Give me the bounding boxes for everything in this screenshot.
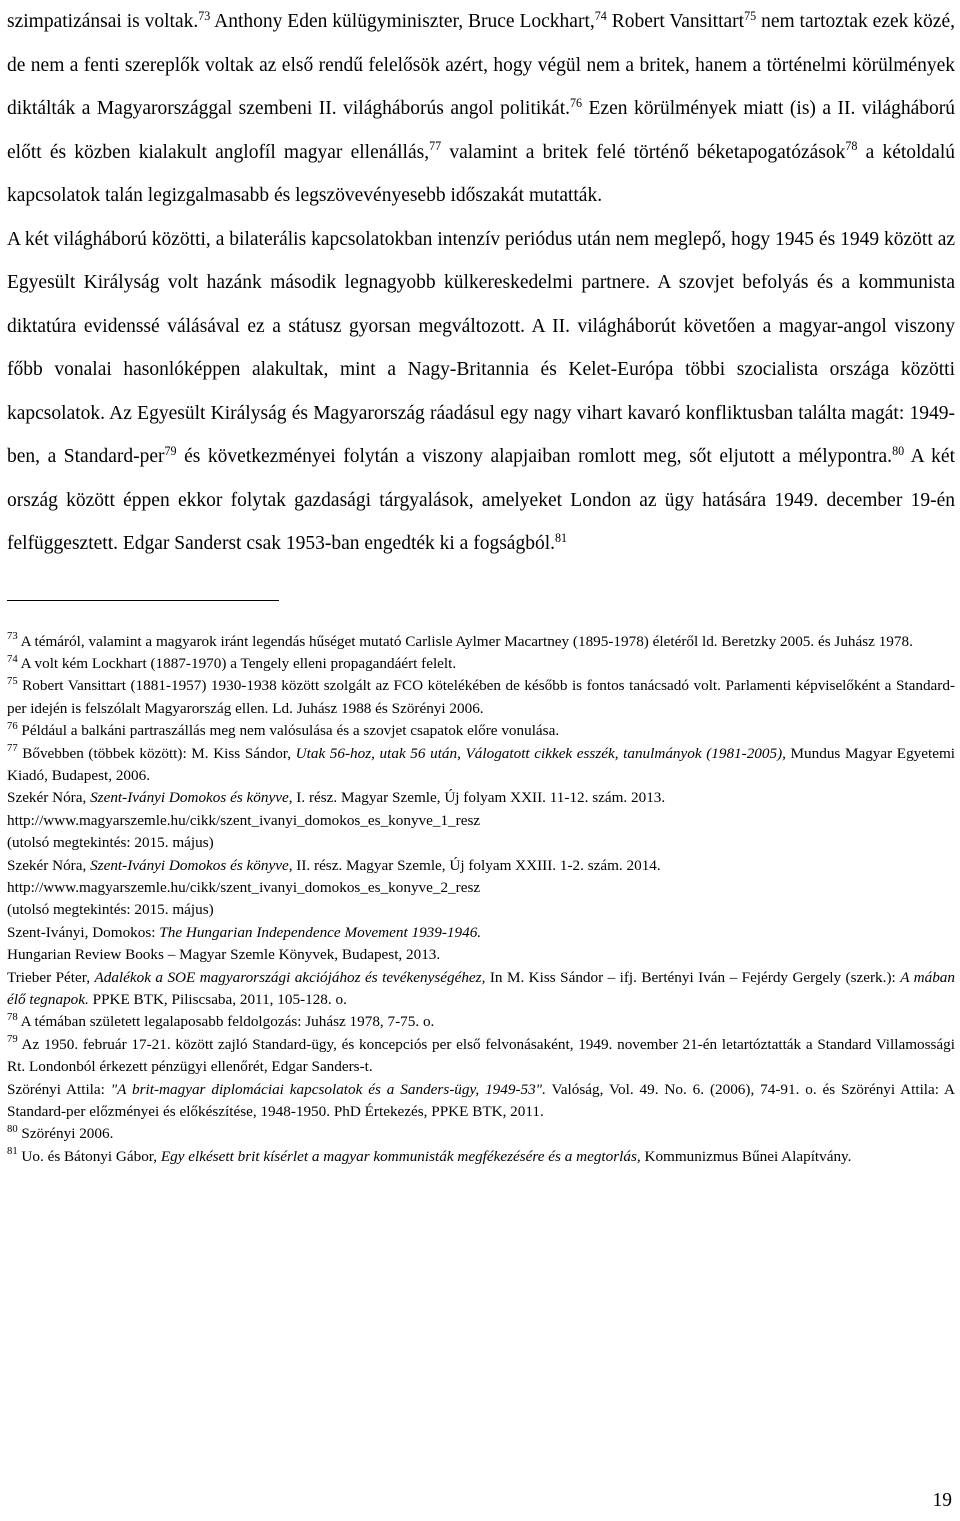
text-run: A két világháború közötti, a bilaterális kapcsolatokban intenzív periódus után nem meglepő, hogy 1945 és 1949 között az Egyesült Királyság volt hazánk második legnagyobb külkereskedelmi partnere. A szovjet befolyás és a kommunista diktatúra evidenssé válásával ez a státusz gyorsan megváltozott. A II. világháborút követően a magyar-angol viszony főbb vonalai hasonlóképpen alakultak, mint a Nagy-Britannia és Kelet-Európa többi szocialista országa közötti kapcsolatok. Az Egyesült Királyság és Magyarország ráadásul egy nagy vihart kavaró konfliktusban találta magát: 1949-ben, a Standard-per (7, 228, 955, 467)
footnote-number: 74 (7, 653, 18, 665)
footnote-text: Kommunizmus Bűnei Alapítvány. (640, 1147, 852, 1165)
footnote-ref-74[interactable]: 74 (594, 8, 607, 23)
article-title: Szent-Iványi Domokos és könyve (90, 789, 289, 807)
footnote-text: Uo. és Bátonyi Gábor, (17, 1147, 161, 1165)
reference-access-1: (utolsó megtekintés: 2015. május) (7, 834, 214, 852)
article-title: Adalékok a SOE magyarországi akciójához és tevékenységéhez (94, 968, 482, 986)
reference-text: Trieber Péter, (7, 968, 95, 986)
footnote-number: 73 (7, 631, 18, 643)
article-title: "A brit-magyar diplomáciai kapcsolatok és a Sanders-ügy, 1949-53". (110, 1080, 546, 1098)
reference-url-2[interactable]: http://www.magyarszemle.hu/cikk/szent_ivanyi_domokos_es_konyve_2_resz (7, 878, 481, 896)
book-title: A mában élő tegnapok. (7, 968, 955, 1008)
reference-szorenyi (7, 1079, 955, 1124)
footnote-81 (7, 1146, 955, 1168)
reference-text: Szekér Nóra, (7, 789, 91, 807)
footnote-ref-77[interactable]: 77 (429, 139, 442, 154)
footnote-73 (7, 631, 955, 653)
reference-szeker-2 (7, 855, 955, 877)
body-text (7, 0, 955, 566)
text-run: Anthony Eden külügyminiszter, Bruce Lockhart, (210, 11, 595, 32)
reference-text: Szörényi Attila: (7, 1080, 111, 1098)
footnote-text: Az 1950. február 17-21. között zajló Standard-ügy, és koncepciós per első felvonásaként, 1949. november 21-én letartóztatták a Standard Villamossági Rt. Londonból érkezett pénzügyi ellenőrét, Edgar Sanders-t. (7, 1035, 955, 1076)
page-number: 19 (932, 1490, 952, 1511)
text-run: Robert Vansittart (606, 11, 745, 32)
reference-text: , In M. Kiss Sándor – ifj. Bertényi Iván – Fejérdy Gergely (szerk.): (481, 968, 901, 986)
footnote-75 (7, 675, 955, 720)
footnote-number: 79 (7, 1034, 18, 1046)
reference-text: , II. rész. Magyar Szemle, Új folyam XXIII. 1-2. szám. 2014. (288, 856, 661, 874)
footnote-74 (7, 653, 955, 675)
reference-szeker-1 (7, 787, 955, 809)
book-title: The Hungarian Independence Movement 1939-1946. (159, 923, 482, 941)
footnote-79 (7, 1034, 955, 1079)
footnote-text: A volt kém Lockhart (1887-1970) a Tengely elleni propagandáért felelt. (17, 654, 457, 672)
footnote-ref-76[interactable]: 76 (570, 95, 583, 110)
footnote-number: 76 (7, 720, 18, 732)
reference-szent-ivanyi (7, 922, 955, 944)
footnote-ref-75[interactable]: 75 (744, 8, 757, 23)
article-title: Szent-Iványi Domokos és könyve (90, 856, 289, 874)
reference-text: , I. rész. Magyar Szemle, Új folyam XXII. 11-12. szám. 2013. (288, 789, 666, 807)
footnote-number: 81 (7, 1146, 18, 1158)
reference-hungarian-review-books: Hungarian Review Books – Magyar Szemle Könyvek, Budapest, 2013. (7, 946, 441, 964)
reference-url-1[interactable]: http://www.magyarszemle.hu/cikk/szent_ivanyi_domokos_es_konyve_1_resz (7, 811, 481, 829)
paragraph-1 (7, 0, 955, 218)
book-title: Utak 56-hoz, utak 56 után, Válogatott cikkek esszék, tanulmányok (1981-2005), (295, 744, 786, 762)
footnotes (7, 631, 955, 1169)
footnote-text: Szörényi 2006. (17, 1125, 114, 1143)
footnote-separator (7, 600, 279, 601)
text-run: Ezen körülmények miatt (is) a II. világháború előtt és közben kialakult anglofíl magyar ellenállás, (7, 98, 955, 163)
footnote-80 (7, 1123, 955, 1145)
text-run: valamint a britek felé történő béketapogatózások (441, 141, 846, 163)
reference-text: PPKE BTK, Piliscsaba, 2011, 105-128. o. (88, 991, 347, 1008)
text-run: nem tartoztak ezek közé, de nem a fenti szereplők voltak az első rendű felelősök azért, hogy végül nem a britek, hanem a történelmi körülmények diktálták a Magyarországgal szembeni II. világháborús angol politikát. (7, 11, 955, 119)
footnote-text: A témában született legalaposabb feldolgozás: Juhász 1978, 7-75. o. (17, 1013, 435, 1031)
footnote-text: A témáról, valamint a magyarok iránt legendás hűséget mutató Carlisle Aylmer Macartney (1895-1978) életéről ld. Beretzky 2005. és Juhász 1978. (17, 632, 913, 650)
footnote-number: 77 (7, 743, 18, 755)
footnote-ref-73[interactable]: 73 (198, 8, 211, 23)
footnote-text: Bővebben (többek között): M. Kiss Sándor, (17, 744, 296, 762)
footnote-number: 78 (7, 1012, 18, 1024)
footnote-78 (7, 1011, 955, 1033)
text-run: szimpatizánsai is voltak. (7, 11, 199, 32)
article-title: Egy elkésett brit kísérlet a magyar kommunisták megfékezésére és a megtorlás, (160, 1147, 641, 1165)
footnote-number: 80 (7, 1124, 18, 1136)
footnote-76 (7, 720, 955, 742)
reference-text: Valóság, Vol. 49. No. 6. (2006), 74-91. o. és Szörényi Attila: A Standard-per előzményei és előkészítése, 1948-1950. PhD Értekezés, PPKE BTK, 2011. (7, 1080, 955, 1121)
footnote-ref-79[interactable]: 79 (164, 443, 177, 458)
reference-trieber (7, 967, 955, 1012)
text-run: és következményei folytán a viszony alapjaiban romlott meg, sőt eljutott a mélypontra. (176, 446, 893, 467)
footnote-77 (7, 743, 955, 788)
text-run: a kétoldalú kapcsolatok talán legizgalmasabb és legszövevényesebb időszakát mutatták. (7, 141, 956, 206)
footnote-ref-80[interactable]: 80 (892, 443, 905, 458)
reference-access-2: (utolsó megtekintés: 2015. május) (7, 901, 214, 919)
footnote-ref-78[interactable]: 78 (845, 139, 858, 154)
reference-text: Szekér Nóra, (7, 856, 91, 874)
footnote-number: 75 (7, 675, 18, 687)
paragraph-2 (7, 218, 955, 566)
text-run: A két ország között éppen ekkor folytak gazdasági tárgyalások, amelyeket London az ügy hatására 1949. december 19-én felfüggesztett. Edgar Sanderst csak 1953-ban engedték ki a fogságból. (7, 446, 955, 554)
footnote-text: Robert Vansittart (1881-1957) 1930-1938 között szolgált az FCO kötelékében de később is fontos tanácsadó volt. Parlamenti képviselőként a Standard-per idején is felszólalt Magyarország ellen. Ld. Juhász 1988 és Szörényi 2006. (7, 677, 955, 717)
reference-text: Szent-Iványi, Domokos: (7, 923, 160, 941)
footnote-text: Mundus Magyar Egyetemi Kiadó, Budapest, 2006. (7, 744, 955, 784)
footnote-text: Például a balkáni partraszállás meg nem valósulása és a szovjet csapatok előre vonulása. (17, 722, 560, 740)
footnote-ref-81[interactable]: 81 (555, 530, 568, 545)
